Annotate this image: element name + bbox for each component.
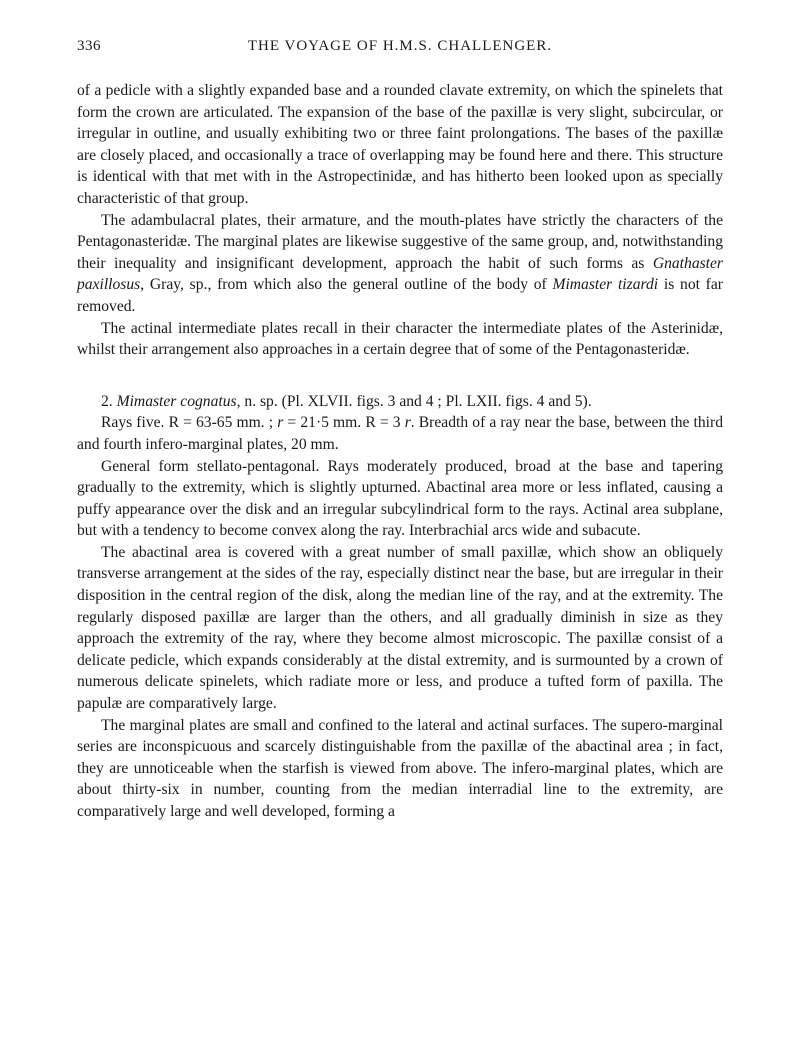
text-span: is not far removed. — [77, 276, 723, 315]
variable-r: r — [404, 414, 411, 432]
text-span: , Gray, sp., from which also the general outline of the body of — [140, 276, 553, 294]
section-gap — [77, 361, 723, 391]
body-text — [77, 80, 723, 823]
species-number: 2. — [101, 392, 113, 410]
document-page — [77, 38, 723, 823]
page-number: 336 — [77, 38, 101, 54]
text-span: The adambulacral plates, their armature, and the mouth-plates have strictly the characters of the Pentagonasteridæ. The marginal plates are likewise suggestive of the same group, and, notwithstanding their inequality and insignificant development, approach the habit of such forms as — [77, 211, 723, 272]
text-span: . Breadth of a ray near the base, between the third and fourth infero-marginal plates, 20 mm. — [77, 414, 723, 453]
paragraph-actinal: The actinal intermediate plates recall in their character the intermediate plates of the Asterinidæ, whilst their arrangement also approaches in a certain degree that of some of the Pentagonasteridæ. — [77, 319, 723, 359]
paragraph-continuation: of a pedicle with a slightly expanded base and a rounded clavate extremity, on which the spinelets that form the crown are articulated. The expansion of the base of the paxillæ is very slight, subcircular, or irregular in outline, and usually exhibiting two or three faint prolongations. The bases of the paxillæ are closely placed, and occasionally a trace of overlapping may be found here and there. This structure is identical with that met with in the Astropectinidæ, and has hitherto been looked upon as specially characteristic of that group. — [77, 82, 723, 207]
variable-r: r — [277, 414, 284, 432]
text-span: Rays five. R = 63-65 mm. ; — [101, 414, 278, 432]
species-binomial: Mimaster cognatus — [116, 392, 237, 410]
paragraph-adambulacral — [77, 210, 723, 318]
taxon-name: Gnathaster paxillosus — [77, 254, 723, 294]
page-header — [77, 38, 723, 60]
running-title: THE VOYAGE OF H.M.S. CHALLENGER. — [247, 38, 553, 54]
paragraph-abactinal: The abactinal area is covered with a great number of small paxillæ, which show an obliquely transverse arrangement at the sides of the ray, especially distinct near the base, but are irregular in their disposition in the central region of the disk, along the median line of the ray, and at the extremity. The regularly disposed paxillæ are larger than the others, and all gradually diminish in size as they approach the extremity of the ray, where they become almost microscopic. The paxillæ consist of a delicate pedicle, which expands considerably at the distal extremity, and is surmounted by a crown of numerous delicate spinelets, which radiate more or less, and produce a tufted form of paxilla. The papulæ are comparatively large. — [77, 543, 723, 713]
paragraph-marginal: The marginal plates are small and confined to the lateral and actinal surfaces. The supero-marginal series are inconspicuous and scarcely distinguishable from the paxillæ of the abactinal area ; in fact, they are unnoticeable when the starfish is viewed from above. The infero-marginal plates, which are about thirty-six in number, counting from the median interradial line to the extremity, are comparatively large and well developed, forming a — [77, 716, 723, 820]
taxon-name: Mimaster tizardi — [552, 276, 659, 294]
species-reference: , n. sp. (Pl. XLVII. figs. 3 and 4 ; Pl. LXII. figs. 4 and 5). — [236, 392, 592, 410]
paragraph-measurements — [77, 412, 723, 455]
species-heading — [77, 391, 723, 413]
text-span: = 21·5 mm. R = 3 — [283, 414, 405, 432]
paragraph-general-form: General form stellato-pentagonal. Rays moderately produced, broad at the base and tapering gradually to the extremity, which is slightly upturned. Abactinal area more or less inflated, causing a puffy appearance over the disk and an irregular subcylindrical form to the rays. Actinal area subplane, but with a tendency to become convex along the ray. Interbrachial arcs wide and subacute. — [77, 457, 723, 540]
